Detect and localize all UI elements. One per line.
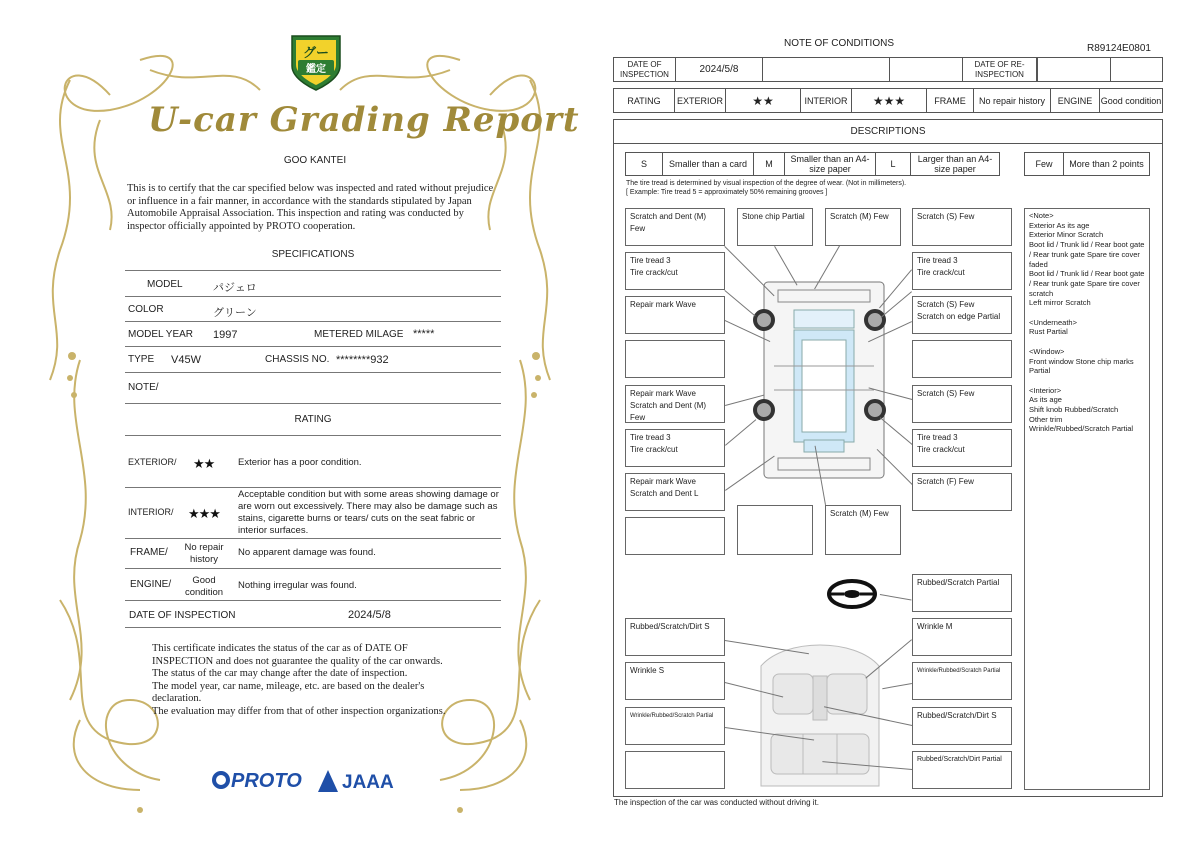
descriptions-heading: DESCRIPTIONS [613,119,1163,144]
interior-stars: ★★★ [188,506,220,521]
condition-box-front-right [912,208,1012,246]
condition-text: Scratch (S) Few [917,212,975,221]
divider [125,600,501,601]
tire-example: [ Example: Tire tread 5 = approximately 50% remaining grooves ] [626,189,828,196]
frame-description: No apparent damage was found. [238,547,376,558]
chassis-label: CHASSIS NO. [265,354,330,365]
note-line: <Window> [1029,346,1065,356]
disclaimer-line: INSPECTION and does not guarantee the quality of the car onwards. [152,655,443,667]
condition-text: Tire crack/cut [917,445,965,454]
disclaimer-line: The status of the car may change after the date of inspection. [152,668,408,679]
size-code-m: M [753,152,785,176]
rating-label: RATING [613,88,675,113]
date-of-inspection-label: DATE OF INSPECTION [129,610,236,621]
condition-box-left-front-door [625,296,725,334]
few-text: More than 2 points [1063,152,1150,176]
note-line: <Interior> [1029,385,1062,395]
condition-text: Scratch (S) Few [917,389,975,398]
condition-text: Stone chip Partial [742,212,805,221]
condition-text: Repair mark Wave [630,477,696,486]
divider [125,372,501,373]
exterior-stars: ★★ [725,88,801,113]
condition-box-empty [625,517,725,555]
tire-rear-left-icon [753,399,775,421]
frame-value: No repair history [973,88,1051,113]
condition-box-right-front-door [912,296,1012,334]
condition-box-rear-left-trim [625,707,725,745]
interior-stars: ★★★ [851,88,927,113]
condition-box-empty [737,505,813,555]
condition-text: Rubbed/Scratch/Dirt S [630,622,710,631]
divider [125,321,501,322]
size-code-l: L [875,152,911,176]
note-line [1029,308,1145,318]
frame-label: FRAME/ [130,547,168,558]
condition-text: Tire tread 3 [630,433,671,442]
note-line: Other trim [1029,414,1063,424]
disclaimer-line: This certificate indicates the status of the car as of DATE OF [152,643,408,654]
condition-box-rear-left [625,473,725,511]
condition-text: Scratch and Dent L [630,489,699,498]
condition-text: Rubbed/Scratch/Dirt S [917,711,997,720]
condition-box-empty [912,340,1012,378]
report-subtitle: GOO KANTEI [283,155,347,166]
exterior-description: Exterior has a poor condition. [238,457,362,468]
condition-text: Scratch (F) Few [917,477,974,486]
note-line [1029,337,1145,347]
note-of-conditions [600,0,1200,848]
note-line [1029,376,1145,386]
condition-text: Tire tread 3 [917,433,958,442]
divider [125,538,501,539]
tire-note: The tire tread is determined by visual inspection of the degree of wear. (Not in millimeters). [626,180,907,187]
condition-box-rear-right-seat [912,707,1012,745]
few-code: Few [1024,152,1064,176]
condition-text: Wrinkle M [917,622,953,631]
engine-value: Good condition [1099,88,1163,113]
condition-text: Repair mark Wave [630,389,696,398]
jaaa-logo-icon [318,770,338,792]
notes-box [1024,208,1150,790]
exterior-label: EXTERIOR/ [128,457,177,467]
steering-wheel-icon [826,578,878,610]
tire-front-right-icon [864,309,886,331]
interior-label: INTERIOR [800,88,852,113]
interior-label: INTERIOR/ [128,507,174,517]
goo-kantei-badge [288,32,344,92]
condition-box-rear-center [825,505,901,555]
condition-text: Wrinkle S [630,666,665,675]
note-line: Left mirror Scratch [1029,298,1091,308]
car-top-view-diagram [760,270,888,485]
condition-box-dashboard [625,618,725,656]
model-value: パジェロ [213,282,257,294]
proto-logo-icon [212,771,230,789]
note-line: As its age [1029,395,1062,405]
proto-logo [212,770,302,793]
condition-text: Repair mark Wave [630,300,696,309]
chassis-value: ********932 [336,354,389,366]
condition-box-empty [625,340,725,378]
specifications-heading: SPECIFICATIONS [271,249,355,260]
condition-box-front-center [737,208,813,246]
size-text-l: Larger than an A4-size paper [910,152,1000,176]
note-line: Boot lid / Trunk lid / Rear boot gate / Rear trunk gate Spare tire cover faded [1029,240,1145,269]
certification-intro: This is to certify that the car specified below was inspected and rated without prejudice or influence in a fair manner, in accordance with the standards stipulated by Japan Automobile Appraisal Association. This inspection and rating was conducted by inspector officially appointed by PROTO cooperation. [127,183,494,232]
report-id: R89124E0801 [1087,43,1151,54]
badge-text-top: グー [302,45,329,60]
condition-text: Scratch on edge Partial [917,312,1001,321]
condition-text: Tire crack/cut [630,268,678,277]
condition-box-empty [625,751,725,789]
condition-text: Scratch and Dent (M) Few [630,401,707,422]
condition-text: Rubbed/Scratch/Dirt Partial [917,756,1002,763]
size-text-s: Smaller than a card [662,152,754,176]
empty-cell [1037,57,1163,82]
condition-text: Tire crack/cut [630,445,678,454]
divider [125,296,501,297]
conditions-heading: NOTE OF CONDITIONS [784,38,894,49]
note-line: Wrinkle/Rubbed/Scratch Partial [1029,424,1134,434]
size-code-s: S [625,152,663,176]
divider [125,403,501,404]
note-line: Rust Partial [1029,327,1068,337]
note-line: Exterior Minor Scratch [1029,230,1104,240]
engine-label: ENGINE/ [130,579,172,590]
condition-box-front-right-trim [912,662,1012,700]
type-value: V45W [171,354,201,366]
date-of-inspection-value: 2024/5/8 [348,609,391,621]
condition-box-tire-rear-right [912,429,1012,467]
metered-mileage-value: ***** [413,328,435,340]
frame-value: No repair history [184,542,224,565]
tire-front-left-icon [753,309,775,331]
note-line: <Note> [1029,211,1054,220]
tire-rear-right-icon [864,399,886,421]
rating-heading: RATING [294,414,332,425]
divider [125,270,501,271]
metered-mileage-label: METERED MILAGE [314,329,404,340]
divider [125,568,501,569]
condition-text: Scratch (M) Few [830,212,889,221]
color-value: グリーン [213,307,257,319]
condition-box-left-rear-door [625,385,725,423]
condition-text: Wrinkle/Rubbed/Scratch Partial [630,713,714,719]
condition-text: Scratch (M) Few [830,509,889,518]
disclaimer-line: declaration. [152,693,202,704]
type-label: TYPE [128,354,155,365]
engine-value: Good condition [184,575,224,598]
condition-box-front-left-seat [625,662,725,700]
note-line: Boot lid / Trunk lid / Rear boot gate / Rear trunk gate Spare tire cover scratch [1029,269,1145,298]
proto-logo-text: PROTO [231,770,302,792]
interior-description: Acceptable condition but with some areas showing damage or are worn out excessively. There may also be damage such as stains, cigarette burns or tears/ cuts on the seat fabric or interior surfaces. [238,489,499,536]
condition-text: Wrinkle/Rubbed/Scratch Partial [917,668,1001,674]
empty-cell [762,57,890,82]
model-label: MODEL [147,279,183,290]
condition-box-front-left [625,208,725,246]
divider [125,627,501,628]
frame-label: FRAME [926,88,974,113]
note-line: Shift knob Rubbed/Scratch [1029,405,1119,415]
note-line: Exterior As its age [1029,220,1090,230]
disclaimer-line: The evaluation may differ from that of other inspection organizations. [152,705,446,717]
exterior-stars: ★★ [193,456,215,471]
jaaa-logo [318,770,394,794]
condition-box-tire-front-right [912,252,1012,290]
report-title: U-car Grading Report [148,100,580,140]
engine-label: ENGINE [1050,88,1100,113]
disclaimer-line: The model year, car name, mileage, etc. are based on the dealer's [152,680,425,692]
condition-box-driver-seat [912,618,1012,656]
divider [125,435,501,436]
date-of-inspection-label: DATE OF INSPECTION [613,57,676,82]
note-line: <Underneath> [1029,317,1077,327]
divider [125,346,501,347]
note-label: NOTE/ [128,382,159,393]
condition-box-right-rear-door [912,385,1012,423]
disclaimer [152,643,492,718]
size-text-m: Smaller than an A4-size paper [784,152,876,176]
condition-box-tire-front-left [625,252,725,290]
badge-text-bottom: 鑑定 [298,60,334,75]
date-of-reinspection-label: DATE OF RE-INSPECTION [962,57,1037,82]
condition-box-rear-seat [912,751,1012,789]
condition-box-tire-rear-left [625,429,725,467]
engine-description: Nothing irregular was found. [238,580,357,591]
empty-cell [889,57,963,82]
condition-box-rear-right [912,473,1012,511]
divider [125,487,501,488]
inspection-footer-note: The inspection of the car was conducted without driving it. [614,798,819,807]
condition-text: Tire tread 3 [630,256,671,265]
condition-text: Scratch (S) Few [917,300,975,309]
note-line: Front window Stone chip marks Partial [1029,356,1134,376]
jaaa-logo-text: JAAA [342,772,394,793]
exterior-label: EXTERIOR [674,88,726,113]
condition-box-steering [912,574,1012,612]
color-label: COLOR [128,304,164,315]
model-year-value: 1997 [213,329,238,341]
condition-text: Rubbed/Scratch Partial [917,578,1000,587]
condition-box-front-center-right [825,208,901,246]
condition-text: Tire tread 3 [917,256,958,265]
date-of-inspection-value: 2024/5/8 [675,57,763,82]
condition-text: Tire crack/cut [917,268,965,277]
model-year-label: MODEL YEAR [128,329,194,340]
condition-text: Scratch and Dent (M) Few [630,212,707,233]
